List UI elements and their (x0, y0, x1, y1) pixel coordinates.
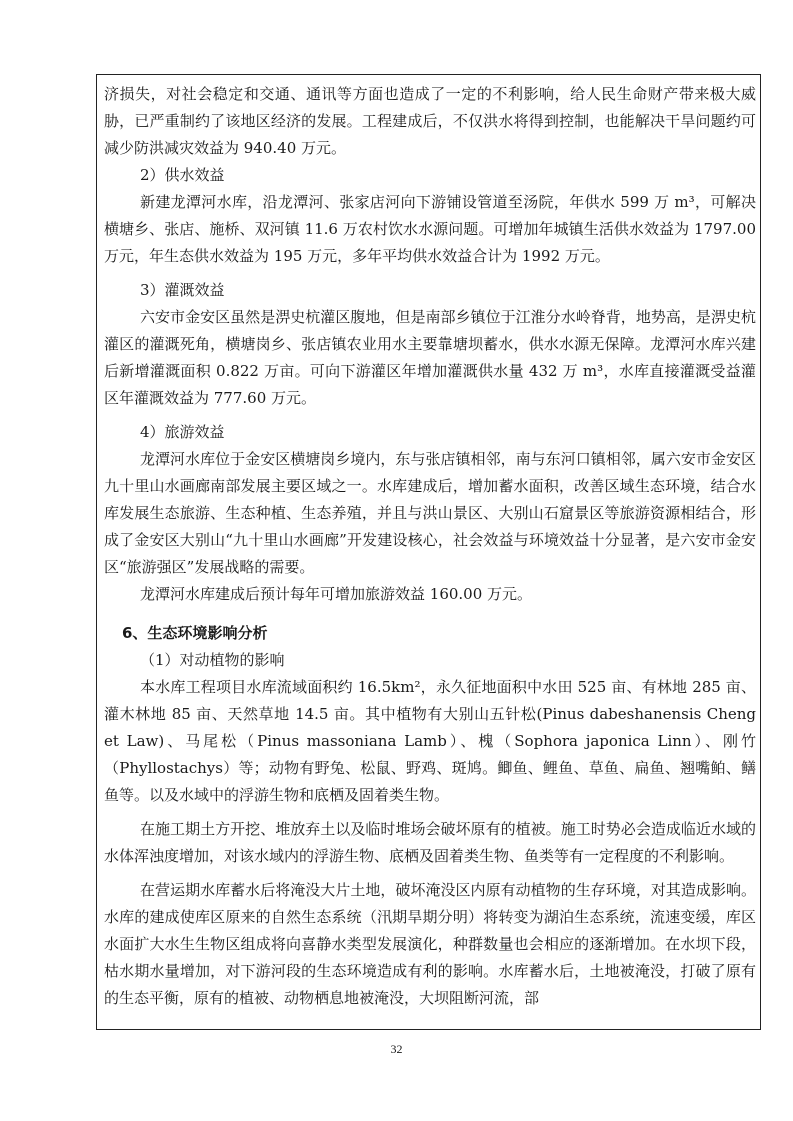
paragraph-flora-species: 本水库工程项目水库流域面积约 16.5km²，永久征地面积中水田 525 亩、有林地 285 亩、灌木林地 85 亩、天然草地 14.5 亩。其中植物有大别山五针松(Pinus dabeshanensis Cheng et Law)、马尾松（Pinus massoniana Lamb）、槐（Sophora japonica Linn）、刚竹（Phyllostachys）等；动物有野兔、松鼠、野鸡、斑鸠。鲫鱼、鲤鱼、草鱼、扁鱼、翘嘴鲌、鳝鱼等。以及水域中的浮游生物和底栖及固着类生物。 (104, 678, 756, 804)
paragraph-water-supply: 新建龙潭河水库，沿龙潭河、张家店河向下游铺设管道至汤院，年供水 599 万 m³，可解决横塘乡、张店、施桥、双河镇 11.6 万农村饮水水源问题。可增加年城镇生活供水效益为 1797.00 万元，年生态供水效益为 195 万元，多年平均供水效益合计为 1992 万元。 (104, 193, 756, 265)
section-heading-ecology: 6、生态环境影响分析 (122, 624, 268, 642)
paragraph-tourism: 龙潭河水库位于金安区横塘岗乡境内，东与张店镇相邻，南与东河口镇相邻，属六安市金安区九十里山水画廊南部发展主要区域之一。水库建成后，增加蓄水面积，改善区域生态环境，结合水库发展生态旅游、生态种植、生态养殖，并且与洪山景区、大别山石窟景区等旅游资源相结合，形成了金安区大别山“九十里山水画廊”开发建设核心，社会效益与环境效益十分显著，是六安市金安区“旅游强区”发展战略的需要。 (104, 450, 756, 576)
paragraph-construction-impact: 在施工期土方开挖、堆放弃土以及临时堆场会破坏原有的植被。施工时势必会造成临近水域的水体浑浊度增加，对该水域内的浮游生物、底栖及固着类生物、鱼类等有一定程度的不利影响。 (104, 820, 756, 865)
paragraph-operation-impact: 在营运期水库蓄水后将淹没大片土地，破坏淹没区内原有动植物的生存环境，对其造成影响。水库的建成使库区原来的自然生态系统（汛期旱期分明）将转变为湖泊生态系统，流速变缓，库区水面扩大水生生物区组成将向喜静水类型发展演化，种群数量也会相应的逐渐增加。在水坝下段，枯水期水量增加，对下游河段的生态环境造成有利的影响。水库蓄水后，土地被淹没，打破了原有的生态平衡，原有的植被、动物栖息地被淹没，大坝阻断河流，部 (104, 881, 756, 1007)
heading-tourism: 4）旅游效益 (140, 423, 225, 441)
paragraph-tourism-benefit: 龙潭河水库建成后预计每年可增加旅游效益 160.00 万元。 (140, 585, 533, 603)
document-body (104, 81, 756, 1012)
heading-flora-fauna: （1）对动植物的影响 (140, 651, 285, 669)
paragraph-flood-benefit: 济损失，对社会稳定和交通、通讯等方面也造成了一定的不利影响，给人民生命财产带来极大威胁，已严重制约了该地区经济的发展。工程建成后，不仅洪水将得到控制，也能解决干旱问题约可减少防洪减灾效益为 940.40 万元。 (104, 85, 756, 157)
heading-water-supply: 2）供水效益 (140, 166, 225, 184)
heading-irrigation: 3）灌溉效益 (140, 281, 225, 299)
page-number: 32 (390, 1042, 403, 1056)
paragraph-irrigation: 六安市金安区虽然是淠史杭灌区腹地，但是南部乡镇位于江淮分水岭脊背，地势高，是淠史杭灌区的灌溉死角，横塘岗乡、张店镇农业用水主要靠塘坝蓄水，供水水源无保障。龙潭河水库兴建后新增灌溉面积 0.822 万亩。可向下游灌区年增加灌溉供水量 432 万 m³，水库直接灌溉受益灌区年灌溉效益为 777.60 万元。 (104, 308, 756, 407)
